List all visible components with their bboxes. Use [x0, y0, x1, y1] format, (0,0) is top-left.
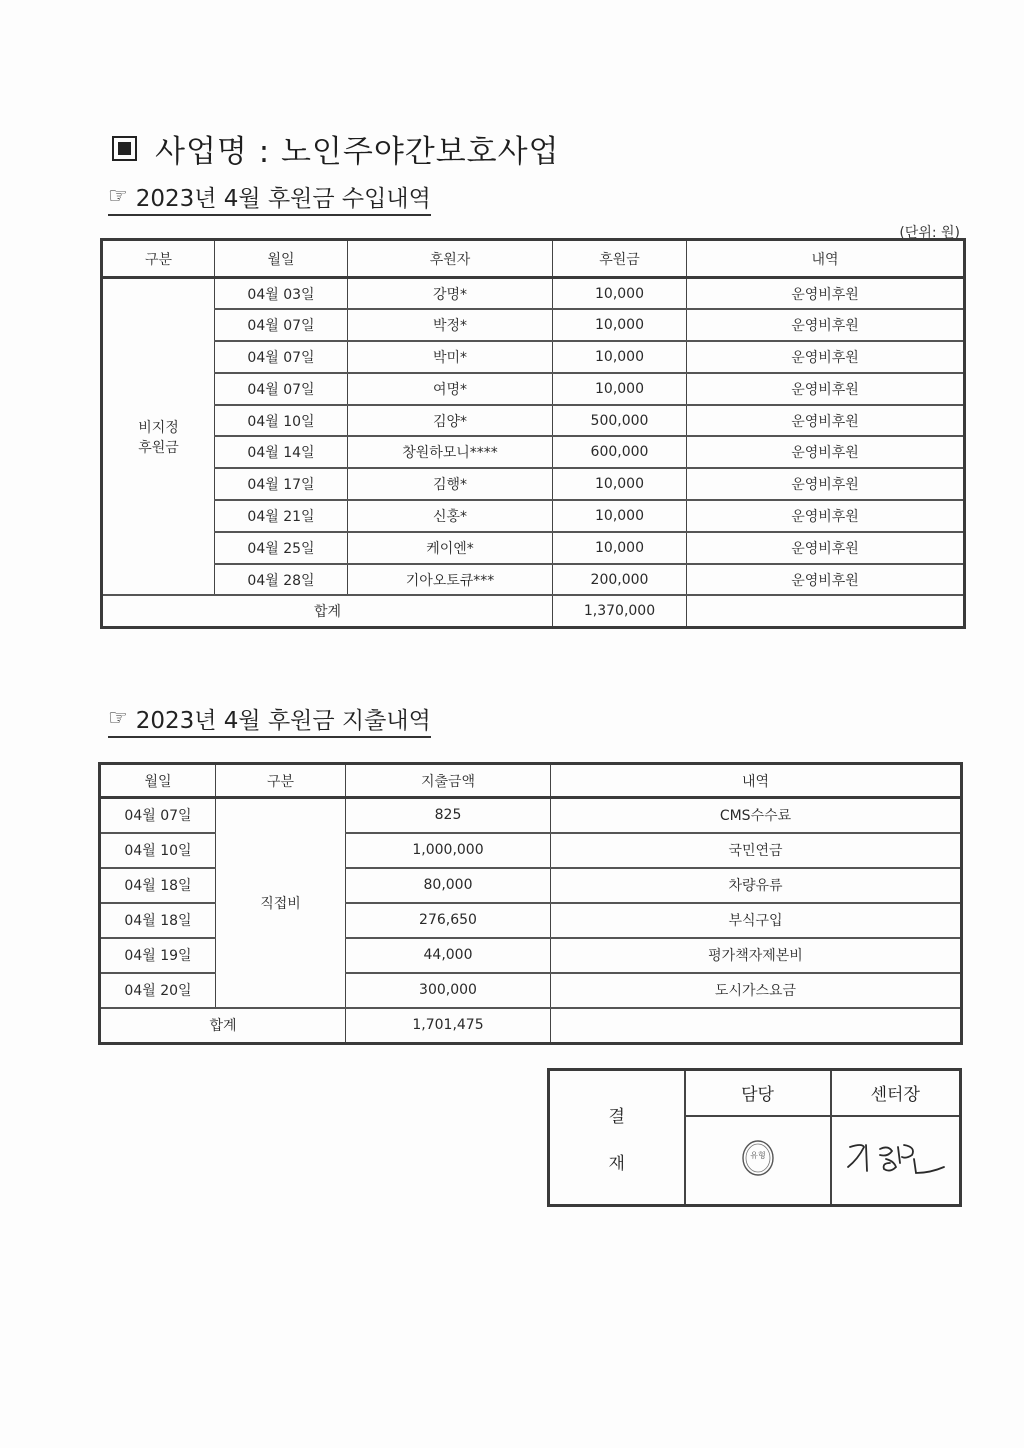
approval-box: [547, 1068, 962, 1207]
header-cell: 지출금액: [346, 764, 551, 798]
total-amount: 1,701,475: [346, 1008, 551, 1044]
expense-heading-text: 2023년 4월 후원금 지출내역: [135, 708, 431, 734]
date-cell: 04월 03일: [215, 278, 348, 310]
date-cell: 04월 07일: [215, 373, 348, 405]
table-row: [102, 341, 965, 373]
detail-cell: 운영비후원: [687, 436, 965, 468]
detail-cell: CMS수수료: [551, 798, 962, 833]
black-square-icon: [112, 136, 137, 161]
date-cell: 04월 18일: [100, 903, 216, 938]
category-cell: 직접비: [216, 798, 346, 1008]
donor-cell: 김행*: [348, 468, 553, 500]
detail-cell: 운영비후원: [687, 373, 965, 405]
income-heading: [108, 180, 431, 216]
detail-cell: 국민연금: [551, 833, 962, 868]
stamp-text: 유형: [749, 1150, 766, 1160]
total-label: 합계: [100, 1008, 346, 1044]
table-row: [102, 373, 965, 405]
amount-cell: 276,650: [346, 903, 551, 938]
amount-cell: 10,000: [553, 500, 687, 532]
amount-cell: 600,000: [553, 436, 687, 468]
detail-cell: 운영비후원: [687, 532, 965, 564]
table-row: [102, 436, 965, 468]
donor-cell: 박정*: [348, 309, 553, 341]
amount-cell: 200,000: [553, 564, 687, 596]
detail-cell: 운영비후원: [687, 278, 965, 310]
total-detail: [551, 1008, 962, 1044]
income-header-row: [102, 240, 965, 278]
donor-cell: 케이엔*: [348, 532, 553, 564]
seal-stamp-icon: [738, 1138, 778, 1178]
donor-cell: 강명*: [348, 278, 553, 310]
director-signature-cell: [831, 1116, 961, 1206]
date-cell: 04월 07일: [215, 341, 348, 373]
unit-note: (단위: 원): [899, 225, 960, 241]
detail-cell: 차량유류: [551, 868, 962, 903]
date-cell: 04월 28일: [215, 564, 348, 596]
approval-label-line2: 재: [608, 1153, 625, 1174]
approval-label: [549, 1070, 685, 1206]
donor-cell: 신홍*: [348, 500, 553, 532]
date-cell: 04월 21일: [215, 500, 348, 532]
header-cell: 구분: [216, 764, 346, 798]
date-cell: 04월 07일: [100, 798, 216, 833]
header-cell: 후원금: [553, 240, 687, 278]
amount-cell: 1,000,000: [346, 833, 551, 868]
page-title: [112, 126, 560, 171]
amount-cell: 10,000: [553, 373, 687, 405]
table-row: [102, 468, 965, 500]
amount-cell: 500,000: [553, 405, 687, 437]
detail-cell: 부식구입: [551, 903, 962, 938]
approval-col-staff: 담당: [685, 1070, 831, 1116]
table-row: [102, 405, 965, 437]
detail-cell: 운영비후원: [687, 309, 965, 341]
table-row: [102, 564, 965, 596]
approval-col-director: 센터장: [831, 1070, 961, 1116]
header-cell: 내역: [687, 240, 965, 278]
category-line2: 후원금: [138, 439, 179, 456]
category-line1: 비지정: [138, 419, 179, 436]
detail-cell: 운영비후원: [687, 341, 965, 373]
expense-heading: [108, 702, 431, 738]
donor-cell: 박미*: [348, 341, 553, 373]
income-heading-text: 2023년 4월 후원금 수입내역: [135, 186, 431, 212]
category-cell: [102, 278, 215, 596]
amount-cell: 825: [346, 798, 551, 833]
date-cell: 04월 10일: [100, 833, 216, 868]
header-cell: 월일: [100, 764, 216, 798]
detail-cell: 평가책자제본비: [551, 938, 962, 973]
donor-cell: 창원하모니****: [348, 436, 553, 468]
table-row: [102, 278, 965, 310]
title-text: 사업명 : 노인주야간보호사업: [155, 134, 560, 170]
date-cell: 04월 19일: [100, 938, 216, 973]
income-table: [100, 238, 966, 629]
detail-cell: 운영비후원: [687, 405, 965, 437]
detail-cell: 운영비후원: [687, 564, 965, 596]
date-cell: 04월 14일: [215, 436, 348, 468]
date-cell: 04월 10일: [215, 405, 348, 437]
donor-cell: 여명*: [348, 373, 553, 405]
donor-cell: 김양*: [348, 405, 553, 437]
amount-cell: 44,000: [346, 938, 551, 973]
header-cell: 월일: [215, 240, 348, 278]
table-row: [100, 798, 962, 833]
table-row: [102, 532, 965, 564]
expense-total-row: [100, 1008, 962, 1044]
expense-table: [98, 762, 963, 1045]
amount-cell: 300,000: [346, 973, 551, 1008]
amount-cell: 80,000: [346, 868, 551, 903]
date-cell: 04월 18일: [100, 868, 216, 903]
amount-cell: 10,000: [553, 309, 687, 341]
table-row: [102, 500, 965, 532]
header-cell: 후원자: [348, 240, 553, 278]
total-label: 합계: [102, 595, 553, 627]
date-cell: 04월 07일: [215, 309, 348, 341]
approval-label-line1: 결: [608, 1106, 625, 1127]
date-cell: 04월 25일: [215, 532, 348, 564]
detail-cell: 운영비후원: [687, 468, 965, 500]
staff-stamp-cell: [685, 1116, 831, 1206]
date-cell: 04월 20일: [100, 973, 216, 1008]
header-cell: 내역: [551, 764, 962, 798]
amount-cell: 10,000: [553, 532, 687, 564]
table-row: [102, 309, 965, 341]
total-amount: 1,370,000: [553, 595, 687, 627]
amount-cell: 10,000: [553, 468, 687, 500]
header-cell: 구분: [102, 240, 215, 278]
handwritten-signature: [840, 1133, 950, 1183]
date-cell: 04월 17일: [215, 468, 348, 500]
total-detail: [687, 595, 965, 627]
pointing-hand-icon: ☞: [108, 184, 128, 209]
pointing-hand-icon: ☞: [108, 706, 128, 731]
detail-cell: 도시가스요금: [551, 973, 962, 1008]
amount-cell: 10,000: [553, 341, 687, 373]
detail-cell: 운영비후원: [687, 500, 965, 532]
income-total-row: [102, 595, 965, 627]
amount-cell: 10,000: [553, 278, 687, 310]
expense-header-row: [100, 764, 962, 798]
donor-cell: 기아오토큐***: [348, 564, 553, 596]
